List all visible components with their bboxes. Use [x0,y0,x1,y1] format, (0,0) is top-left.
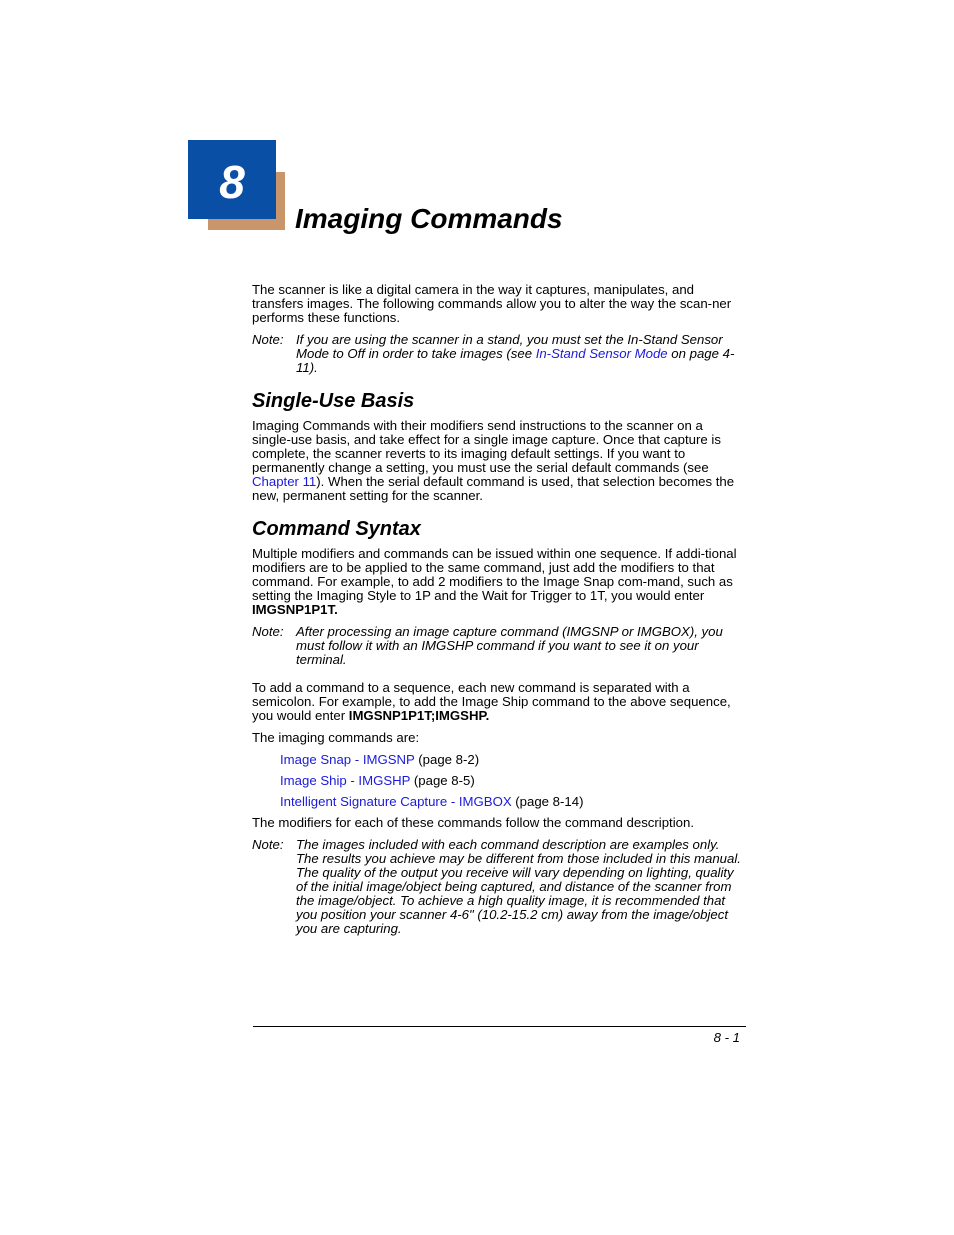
chapter-badge [188,140,276,219]
note-stand-sensor [252,333,745,375]
note-imgshp [252,625,745,667]
section-heading-single-use: Single-Use Basis [252,390,415,412]
command-syntax-text: Multiple modifiers and commands can be issued within one sequence. If addi-tional modifiers are to be applied to the same command, just add the modifiers to that command. For example, to add 2 modifiers to the Image Snap com-mand, such as setting the Imaging Style to 1P and the Wait for Trigger to 1T, you would enter [252,546,737,603]
intro-paragraph: The scanner is like a digital camera in the way it captures, manipulates, and transfers images. The following commands allow you to alter the way the scan-ner performs these functions. [252,282,732,325]
page-ref: (page 8-14) [511,794,584,809]
single-use-text-tail: ). When the serial default command is used, that selection becomes the new, permanent setting for the scanner. [252,474,735,503]
note-text: If you are using the scanner in a stand, you must set the In-Stand Sensor Mode to Off in order to take images (see [296,332,723,361]
in-stand-sensor-mode-link[interactable]: In-Stand Sensor Mode [535,346,668,361]
sequence-paragraph [252,681,745,723]
image-ship-link[interactable]: Image Ship - IMGSHP [280,773,411,788]
note-image-quality [252,838,745,936]
page-ref: (page 8-5) [410,773,475,788]
sequence-text: To add a command to a sequence, each new command is separated with a semicolon. For example, to add the Image Ship command to the above sequence, you would enter [252,680,731,723]
signature-capture-link[interactable]: Intelligent Signature Capture - IMGBOX [280,794,512,809]
note-label: Note: [252,332,284,347]
note-label: Note: [252,837,284,852]
main-content [252,283,745,936]
modifiers-paragraph: The modifiers for each of these commands follow the command description. [252,815,694,830]
footer-divider [253,1026,746,1027]
page-number: 8 - 1 [713,1030,740,1045]
single-use-paragraph [252,419,745,503]
chapter-11-link[interactable]: Chapter 11 [252,474,317,489]
page-ref: (page 8-2) [414,752,480,767]
section-heading-command-syntax: Command Syntax [252,518,421,540]
chapter-number: 8 [219,156,245,208]
command-ref-item [280,753,745,767]
note-text: After processing an image capture command (IMGSNP or IMGBOX), you must follow it with an IMGSHP command if you want to see it on your terminal. [296,624,723,667]
note-text: The images included with each command description are examples only. The results you achieve may be different from those included in this manual. The quality of the output you receive will vary depending on lighting, quality of the initial image/object being captured, and distance of the scanner from the image/object. To achieve a high quality image, it is recommended that you position your scanner 4-6" (10.2-15.2 cm) away from the image/object you are capturing. [296,837,741,936]
note-text-tail: on page 4-11). [296,346,735,375]
command-example: IMGSNP1P1T. [252,602,338,617]
note-label: Note: [252,624,284,639]
command-syntax-paragraph [252,547,745,617]
chapter-title: Imaging Commands [295,203,563,234]
command-ref-item [280,774,745,788]
image-snap-link[interactable]: Image Snap - IMGSNP [280,752,415,767]
single-use-text: Imaging Commands with their modifiers send instructions to the scanner on a single-use basis, and take effect for a single image capture. Once that capture is complete, the scanner reverts to its imaging default settings. If you want to permanently change a setting, you must use the serial default commands (see [252,418,721,475]
commands-intro: The imaging commands are: [252,730,420,745]
command-ref-item [280,795,745,809]
sequence-example: IMGSNP1P1T;IMGSHP. [348,708,490,723]
